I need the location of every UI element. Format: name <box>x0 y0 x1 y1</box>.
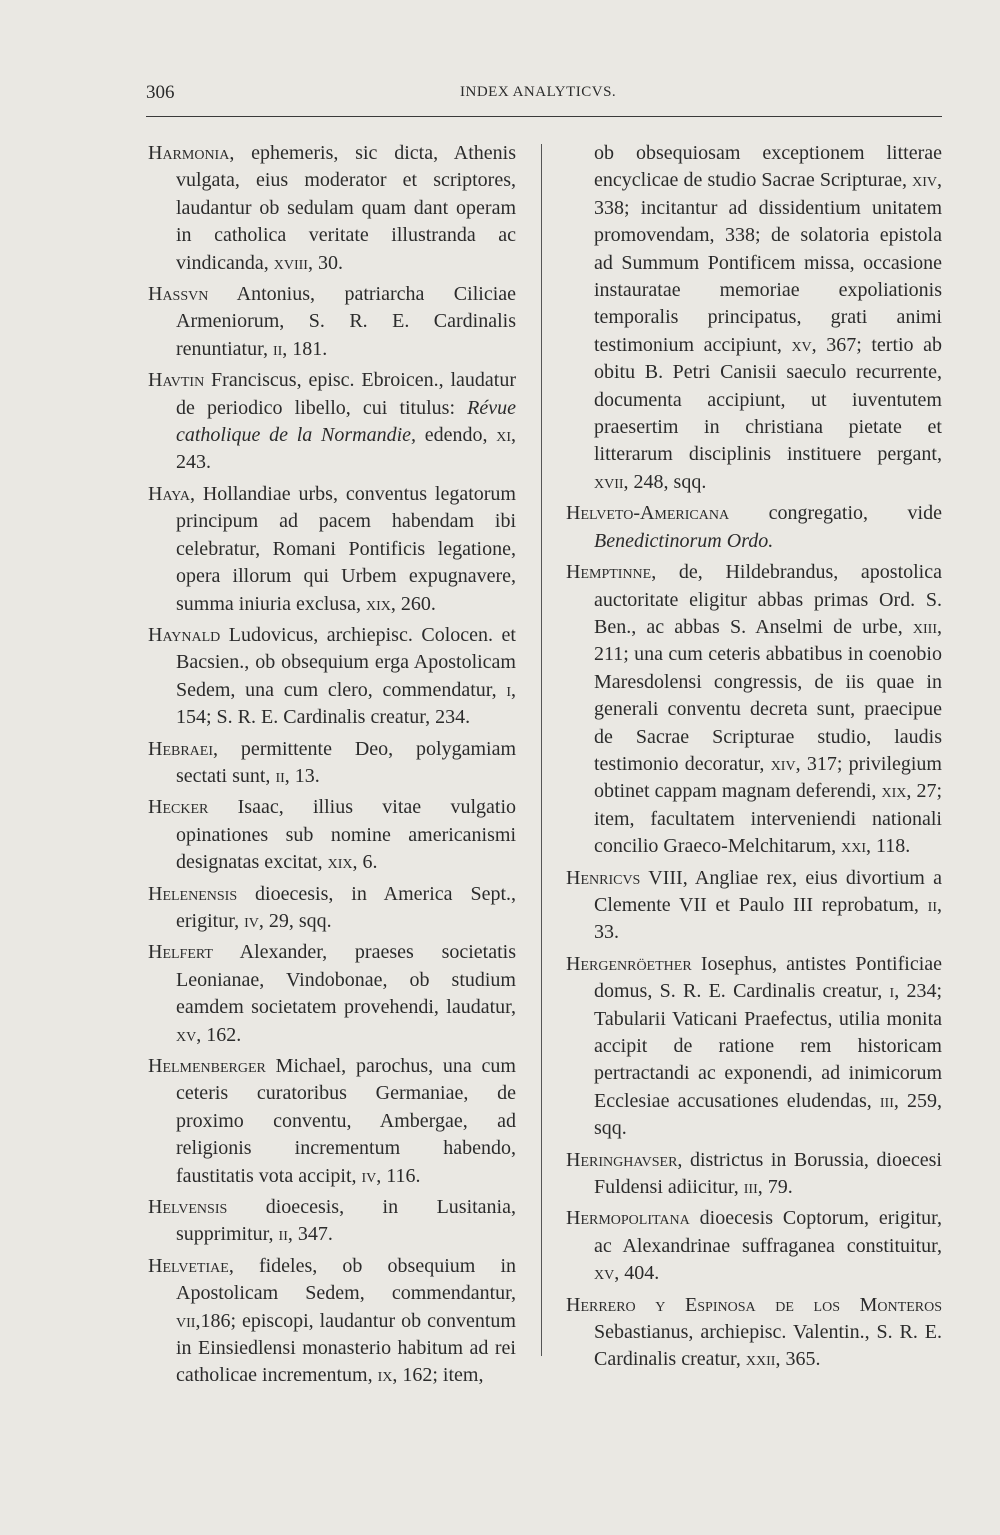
volume-ref: i <box>889 980 895 1003</box>
headword: Herrero y Espinosa de los Monteros <box>566 1293 942 1316</box>
page-header <box>146 82 942 112</box>
volume-ref: xiv <box>912 169 937 192</box>
headword: Heringhavser <box>566 1148 678 1171</box>
entry-text: , 162; item, <box>392 1364 484 1387</box>
volume-ref: ii <box>272 337 283 360</box>
volume-ref: xi <box>496 424 511 447</box>
entry-text: Antonius, patriarcha Ciliciae Armeniorum, S. R. E. Cardinalis renuntiatur, <box>176 283 516 360</box>
entry-text: , 367; tertio ab obitu B. Petri Canisii saeculo recurrente, documenta accipiunt, ut iuventutem praesertim in christiana pietate et litterarum disciplinis instituere pergant, <box>594 333 942 466</box>
index-entry-harmonia <box>148 140 516 277</box>
volume-ref: xvii <box>594 470 624 493</box>
entry-text: , 13. <box>284 764 320 787</box>
index-entry-helvetiae-continued <box>566 140 942 496</box>
entry-text: , 259, sqq. <box>594 1089 942 1140</box>
index-entry-helmenberger <box>148 1053 516 1190</box>
volume-ref: vii <box>176 1309 196 1332</box>
entry-text: , 33. <box>594 893 942 944</box>
headword: Haya <box>148 482 190 505</box>
right-column <box>566 140 942 1378</box>
entry-text: Franciscus, episc. Ebroicen., laudatur de periodico libello, cui titulus: <box>176 369 516 419</box>
headword: Hassvn <box>148 283 209 306</box>
entry-text: , 248, sqq. <box>623 470 707 493</box>
volume-ref: iii <box>743 1176 758 1199</box>
volume-ref: xiii <box>912 615 937 638</box>
left-column <box>148 140 516 1394</box>
headword: Haynald <box>148 623 221 646</box>
index-entry-helveto-americana <box>566 500 942 555</box>
entry-text: , 211; una cum ceteris abbatibus in coenobio Maresdolensi congressis, de iis quae in generali conventu decreta sunt, praecipue de Sacrae Scripturae studio, laudis testimonio decoratur, <box>594 615 942 775</box>
index-entry-hebraei <box>148 736 516 791</box>
index-entry-hergenroether <box>566 951 942 1143</box>
index-entry-helvensis <box>148 1194 516 1249</box>
index-entry-henricvs <box>566 865 942 947</box>
volume-ref: xiv <box>770 752 796 775</box>
entry-text: , 404. <box>614 1262 660 1285</box>
headword: Hemptinne <box>566 561 652 584</box>
entry-text: , permittente Deo, polygamiam sectati sunt, <box>176 737 516 787</box>
entry-text: dioecesis, in Lusitania, supprimitur, <box>176 1196 516 1246</box>
headword: Harmonia <box>148 142 230 164</box>
entry-text: , 6. <box>352 851 378 874</box>
entry-text: , 27; item, facultatem interveniendi nationali concilio Graeco-Melchitarum, <box>594 780 943 858</box>
volume-ref: iv <box>361 1164 377 1187</box>
entry-text: edendo, <box>416 424 497 447</box>
index-entry-haynald <box>148 622 516 732</box>
entry-text: , ephemeris, sic dicta, Athenis vulgata, eius moderator et scriptores, laudantur ob sedulam quam dant operam in catholica veritate illustranda ac vindicanda, <box>176 142 516 274</box>
entry-text: , 234; Tabularii Vaticani Praefectus, utilia monita accipit de ratione rem historicam pertractandi ac exponendi, ad inimicorum Ecclesiae accusationes eludendas, <box>594 980 943 1112</box>
entry-text: , 118. <box>866 835 911 858</box>
entry-text: congregatio, vide <box>729 502 942 525</box>
page-number: 306 <box>146 82 175 103</box>
index-entry-hassvn <box>148 281 516 363</box>
entry-text: , fideles, ob obsequium in Apostolicam Sedem, commendantur, <box>176 1254 516 1305</box>
entry-text: , de, Hildebrandus, apostolica auctoritate eligitur abbas primas Ord. S. Ben., ac abbas S. Anselmi de urbe, <box>594 561 942 638</box>
entry-text: , 317; privilegium obtinet cappam magnam deferendi, <box>594 752 942 803</box>
headword: Henricvs <box>566 866 641 889</box>
volume-ref: xviii <box>273 251 308 274</box>
volume-ref: xv <box>176 1023 197 1046</box>
index-entry-heringhavser <box>566 1147 942 1202</box>
cross-reference: Benedictinorum Ordo. <box>594 529 774 552</box>
headword: Hecker <box>148 796 209 819</box>
entry-text: , 260. <box>390 592 436 615</box>
entry-text: Sebastianus, archiepisc. Valentin., S. R. E. Cardinalis creatur, <box>594 1321 942 1371</box>
running-title: INDEX ANALYTICVS. <box>460 84 617 100</box>
entry-text: , Hollandiae urbs, conventus legatorum principum ad pacem habendam ibi celebratur, Romani Pontificis legatione, opera illorum qui Urbem expugnavere, summa iniuria exclusa, <box>176 482 516 615</box>
entry-text: VIII, Angliae rex, eius divortium a Clemente VII et Paulo III reprobatum, <box>594 866 942 916</box>
entry-text: dioecesis, in America Sept., erigitur, <box>176 882 516 932</box>
entry-text: ,186; episcopi, laudantur ob conventum in Einsiedlensi monasterio habitum ad rei catholicae incrementum, <box>176 1309 516 1387</box>
entry-text: ob obsequiosam exceptionem litterae encyclicae de studio Sacrae Scripturae, <box>594 142 942 192</box>
headword: Hergenröether <box>566 952 692 975</box>
volume-ref: xxi <box>841 835 867 858</box>
entry-text: Ludovicus, archiepisc. Colocen. et Bacsien., ob obsequium erga Apostolicam Sedem, una cum clero, commendatur, <box>176 623 516 701</box>
headword: Helvensis <box>148 1196 228 1219</box>
headword: Hebraei <box>148 737 213 760</box>
entry-text: , 162. <box>196 1023 242 1046</box>
headword: Havtin <box>148 369 205 392</box>
volume-ref: ii <box>275 764 285 787</box>
volume-ref: xv <box>594 1262 615 1285</box>
headword: Helenensis <box>148 882 238 905</box>
volume-ref: xix <box>365 592 391 615</box>
volume-ref: iii <box>879 1089 894 1112</box>
index-entry-helvetiae <box>148 1253 516 1390</box>
volume-ref: xix <box>327 851 353 874</box>
entry-text: , 29, sqq. <box>258 909 332 932</box>
volume-ref: ii <box>927 893 937 916</box>
entry-text: , 154; S. R. E. Cardinalis creatur, 234. <box>176 678 516 729</box>
index-entry-helenensis <box>148 881 516 936</box>
entry-text: Iosephus, antistes Pontificiae domus, S. R. E. Cardinalis creatur, <box>594 952 942 1003</box>
headword: Helmenberger <box>148 1055 266 1077</box>
entry-text: dioecesis Coptorum, erigitur, ac Alexandrinae suffraganea constituitur, <box>594 1207 942 1257</box>
volume-ref: ii <box>278 1223 288 1246</box>
index-entry-helfert <box>148 939 516 1049</box>
volume-ref: xix <box>881 780 907 803</box>
entry-text: , 338; incitantur ad dissidentium unitatem promovendam, 338; de solatoria epistola ad Summum Pontificem missa, occasione instauratae memoriae expoliationis temporalis principatus, grati animi testimonium accipiunt, <box>594 169 942 356</box>
volume-ref: iv <box>244 909 259 932</box>
entry-text: , 243. <box>176 424 516 474</box>
index-entry-hecker <box>148 794 516 876</box>
index-entry-herrero <box>566 1292 942 1374</box>
index-entry-hemptinne <box>566 559 942 860</box>
entry-text: Alexander, praeses societatis Leonianae, Vindobonae, ob studium eamdem societatem provehendi, laudatur, <box>176 941 516 1019</box>
headword: Helvetiae <box>148 1254 229 1277</box>
index-entry-haya <box>148 481 516 618</box>
index-entry-hermopolitana <box>566 1205 942 1287</box>
volume-ref: i <box>506 678 511 701</box>
entry-text: , 79. <box>757 1176 793 1199</box>
headword: Helveto-Americana <box>566 502 730 525</box>
column-divider <box>541 144 542 1356</box>
entry-text: , 365. <box>775 1348 821 1371</box>
headword: Hermopolitana <box>566 1207 690 1230</box>
entry-text: Michael, parochus, una cum ceteris curatoribus Germaniae, de proximo conventu, Ambergae, ad religionis incrementum habendo, faustitatis vota accipit, <box>176 1055 516 1187</box>
entry-text: , 116. <box>376 1164 421 1187</box>
entry-text: , districtus in Borussia, dioecesi Fuldensi adiicitur, <box>594 1148 942 1199</box>
entry-text: Isaac, illius vitae vulgatio opinationes sub nomine americanismi designatas excitat, <box>176 796 516 874</box>
index-entry-havtin <box>148 367 516 477</box>
volume-ref: ix <box>377 1364 393 1387</box>
headword: Helfert <box>148 941 213 964</box>
entry-text: , 347. <box>287 1223 333 1246</box>
periodical-title: Révue catholique de la Normandie, <box>176 396 516 447</box>
entry-text: , 30. <box>307 251 343 274</box>
entry-text: , 181. <box>282 337 328 360</box>
header-rule <box>146 116 942 117</box>
volume-ref: xxii <box>745 1348 776 1371</box>
volume-ref: xv <box>791 333 812 356</box>
